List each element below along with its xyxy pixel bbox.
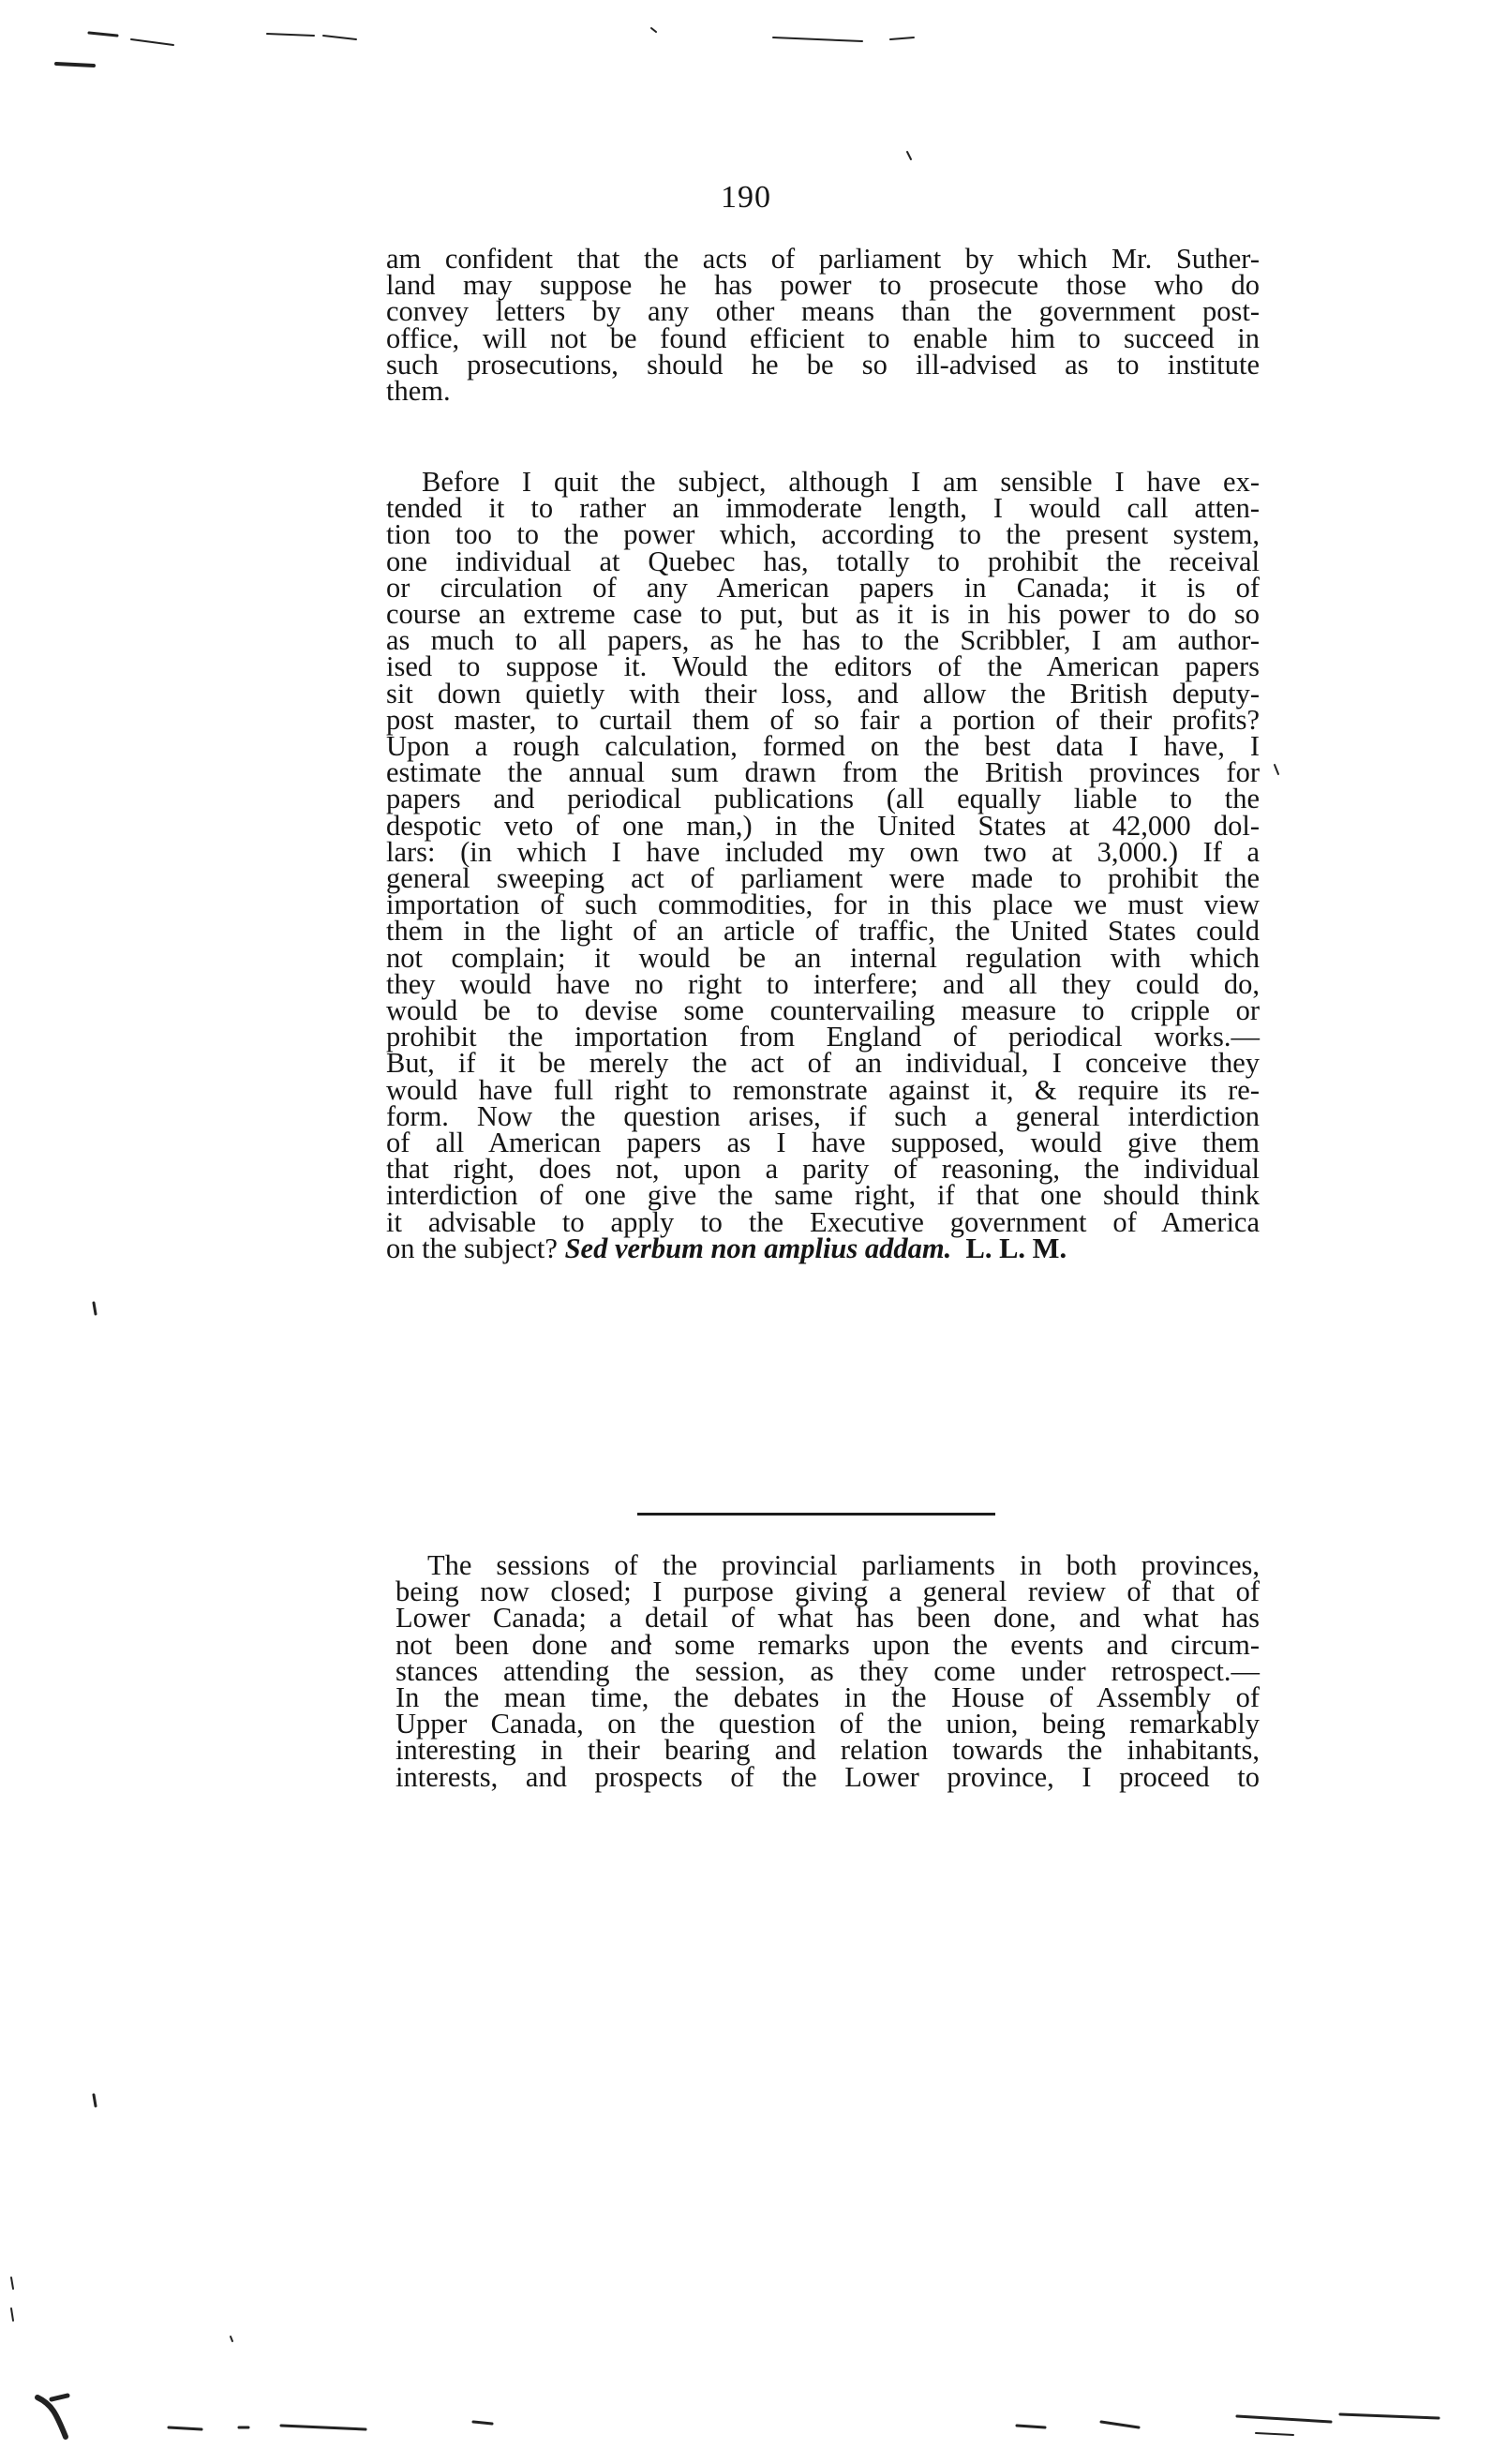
text-line: stances attending the session, as they come under retrospect.— [395,1654,1260,1687]
text-line: But, if it be merely the act of an individual, I conceive they [386,1047,1260,1080]
text-line: am confident that the acts of parliament by which Mr. Suther- [386,243,1260,275]
text-line: papers and periodical publications (all equally liable to the [386,783,1260,815]
text-line: they would have no right to interfere; and all they could do, [386,967,1260,1000]
text-line: course an extreme case to put, but as it is in his power to do so [386,598,1260,631]
page-number: 190 [721,180,771,215]
text-line: prohibit the importation from England of periodical works.— [386,1021,1260,1053]
latin-closing: Sed verbum non amplius addam. [564,1232,952,1264]
text-line: ised to suppose it. Would the editors of the American papers [386,650,1260,683]
text-line: as much to all papers, as he has to the Scribbler, I am author- [386,624,1260,657]
text-line: despotic veto of one man,) in the United States at 42,000 dol- [386,809,1260,842]
text-fragment: on the subject? [386,1232,565,1264]
text-line: them in the light of an article of traffic, the United States could [386,915,1260,948]
text-line: office, will not be found efficient to enable him to succeed in [386,321,1260,354]
text-line: would be to devise some countervailing measure to cripple or [386,994,1260,1027]
text-line: interests, and prospects of the Lower province, I proceed to [395,1760,1260,1793]
text-line: convey letters by any other means than the government post- [386,295,1260,328]
text-line: being now closed; I purpose giving a general review of that of [395,1575,1260,1608]
paragraph-continuation [386,243,1260,408]
text-line: interesting in their bearing and relation towards the inhabitants, [395,1734,1260,1767]
text-line: Before I quit the subject, although I am sensible I have ex- [422,466,1260,498]
text-line: general sweeping act of parliament were made to prohibit the [386,862,1260,895]
text-line: tended it to rather an immoderate length, I would call atten- [386,492,1260,525]
text-line: that right, does not, upon a parity of reasoning, the individual [386,1153,1260,1186]
text-line: tion too to the power which, according to the present system, [386,518,1260,551]
text-line: estimate the annual sum drawn from the British provinces for [386,756,1260,789]
paragraph-sessions [395,1549,1260,1793]
text-line: of all American papers as I have supposed, would give them [386,1127,1260,1159]
text-line: not been done and some remarks upon the events and circum- [395,1628,1260,1661]
text-line: sit down quietly with their loss, and allow the British deputy- [386,677,1260,709]
text-line: lars: (in which I have included my own two at 3,000.) If a [386,835,1260,868]
text-line: Upon a rough calculation, formed on the best data I have, I [386,730,1260,763]
text-line: Upper Canada, on the question of the union, being remarkably [395,1708,1260,1740]
text-line: In the mean time, the debates in the House of Assembly of [395,1681,1260,1714]
paragraph-before-i-quit [386,466,1260,1264]
text-line: form. Now the question arises, if such a general interdiction [386,1099,1260,1132]
text-line: them. [386,375,451,408]
text-line: would have full right to remonstrate against it, & require its re- [386,1073,1260,1106]
text-line: post master, to curtail them of so fair a portion of their profits? [386,703,1260,736]
text-line: not complain; it would be an internal regulation with which [386,941,1260,974]
text-line: land may suppose he has power to prosecute those who do [386,269,1260,302]
text-line: interdiction of one give the same right, if that one should think [386,1179,1260,1212]
author-initials: L. L. M. [965,1232,1067,1264]
signature-line [386,1232,1260,1264]
text-line: Lower Canada; a detail of what has been done, and what has [395,1602,1260,1635]
text-line: or circulation of any American papers in Canada; it is of [386,571,1260,604]
section-divider [637,1513,995,1516]
text-line: such prosecutions, should he be so ill-advised as to institute [386,348,1260,381]
text-line: The sessions of the provincial parliaments in both provinces, [427,1549,1260,1581]
text-line: importation of such commodities, for in this place we must view [386,889,1260,921]
text-line: one individual at Quebec has, totally to prohibit the receival [386,545,1260,577]
text-line: it advisable to apply to the Executive government of America [386,1205,1260,1238]
